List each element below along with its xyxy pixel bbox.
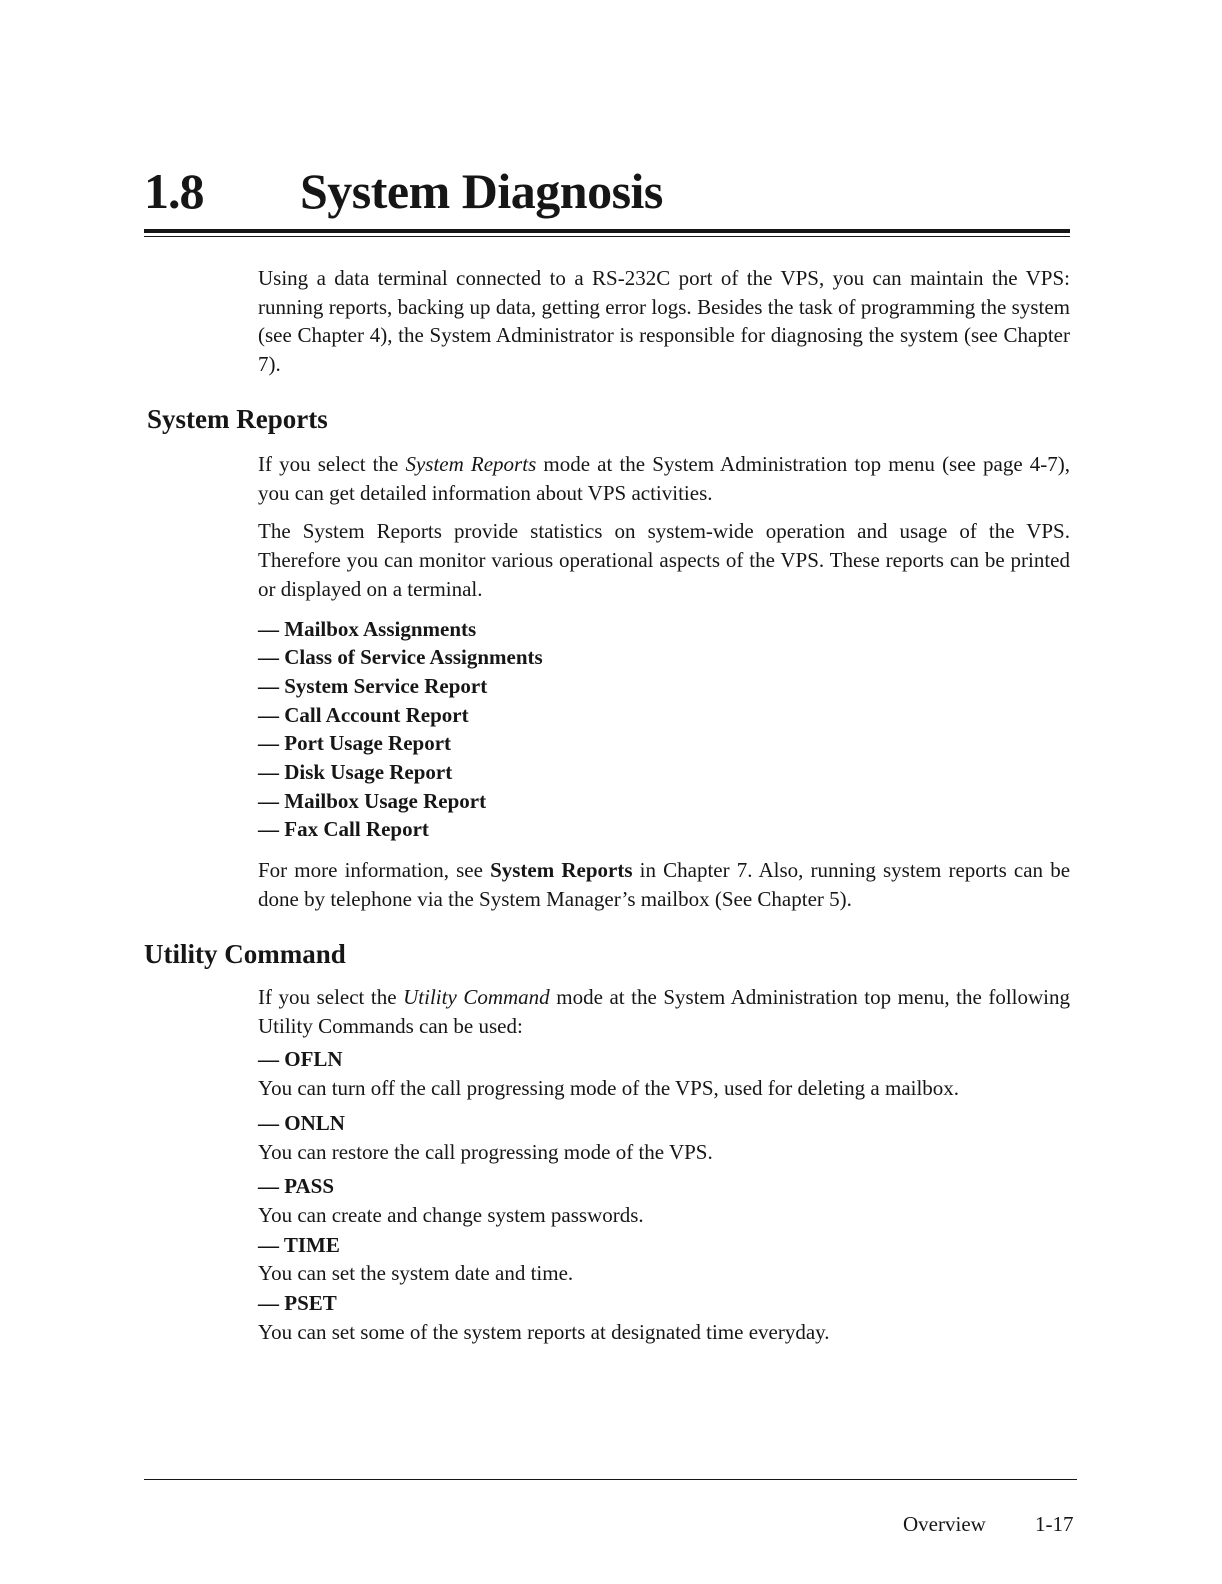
section-number: 1.8 — [144, 163, 204, 219]
list-item: — Mailbox Assignments — [258, 616, 477, 641]
list-item: — Call Account Report — [258, 702, 469, 727]
system-reports-heading: System Reports — [147, 404, 328, 434]
list-item: — Disk Usage Report — [258, 760, 453, 785]
uc-text-after: mode at the System Administration top menu, the following Utility Commands can be used: — [258, 985, 1070, 1038]
system-reports-paragraph-2: The System Reports provide statistics on system-wide operation and usage of the VPS. Therefore you can monitor various operational aspects of the VPS. These reports can be printed or displayed on a terminal. — [258, 519, 1070, 601]
title-rule-thin — [144, 236, 1070, 237]
command-desc-time: You can set the system date and time. — [258, 1261, 574, 1286]
list-item: — Fax Call Report — [258, 817, 429, 842]
p1-text-before: If you select the — [258, 452, 406, 476]
utility-command-block — [258, 983, 1070, 1346]
list-item: — Class of Service Assignments — [258, 645, 543, 670]
list-item: — System Service Report — [258, 673, 488, 698]
p3-text-after: in Chapter 7. Also, running system reports can be done by telephone via the System Manager’s mailbox (See Chapter 5). — [258, 858, 1071, 911]
footer-page-number: 1-17 — [1035, 1512, 1074, 1536]
list-item: — Mailbox Usage Report — [258, 788, 487, 813]
system-reports-paragraph-1 — [258, 450, 1070, 507]
uc-text-before: If you select the — [258, 985, 404, 1009]
command-desc-ofln: You can turn off the call progressing mode of the VPS, used for deleting a mailbox. — [258, 1076, 960, 1101]
p3-text-before: For more information, see — [258, 858, 491, 883]
p1-italic-term: System Reports — [405, 452, 537, 476]
system-reports-block — [258, 450, 1070, 914]
command-desc-pass: You can create and change system passwords. — [258, 1202, 644, 1227]
command-name-onln: — ONLN — [258, 1110, 345, 1135]
command-name-pset: — PSET — [258, 1291, 337, 1316]
utility-command-heading: Utility Command — [144, 939, 346, 969]
p1-text-after: mode at the System Administration top menu (see page 4-7), you can get detailed information about VPS activities. — [258, 452, 1071, 505]
system-reports-paragraph-3 — [258, 856, 1070, 913]
report-list — [258, 615, 1070, 845]
command-name-time: — TIME — [258, 1232, 340, 1257]
command-desc-pset: You can set some of the system reports at designated time everyday. — [258, 1319, 830, 1344]
utility-command-paragraph — [258, 983, 1070, 1040]
command-name-ofln: — OFLN — [258, 1047, 343, 1072]
intro-block — [258, 264, 1070, 379]
p3-bold-term: System Reports — [490, 858, 633, 883]
uc-italic-term: Utility Command — [403, 985, 550, 1009]
footer-rule — [144, 1479, 1077, 1480]
footer-chapter: Overview — [903, 1512, 986, 1536]
title-rule-thick — [144, 229, 1070, 233]
page-title: System Diagnosis — [300, 163, 663, 219]
list-item: — Port Usage Report — [258, 731, 452, 756]
command-desc-onln: You can restore the call progressing mode of the VPS. — [258, 1139, 713, 1164]
intro-paragraph: Using a data terminal connected to a RS-232C port of the VPS, you can maintain the VPS: running reports, backing up data, getting error logs. Besides the task of programming the system (see Chapter 4), the System Administrator is responsible for diagnosing the system (see Chapter 7). — [258, 266, 1070, 377]
command-name-pass: — PASS — [258, 1174, 335, 1199]
